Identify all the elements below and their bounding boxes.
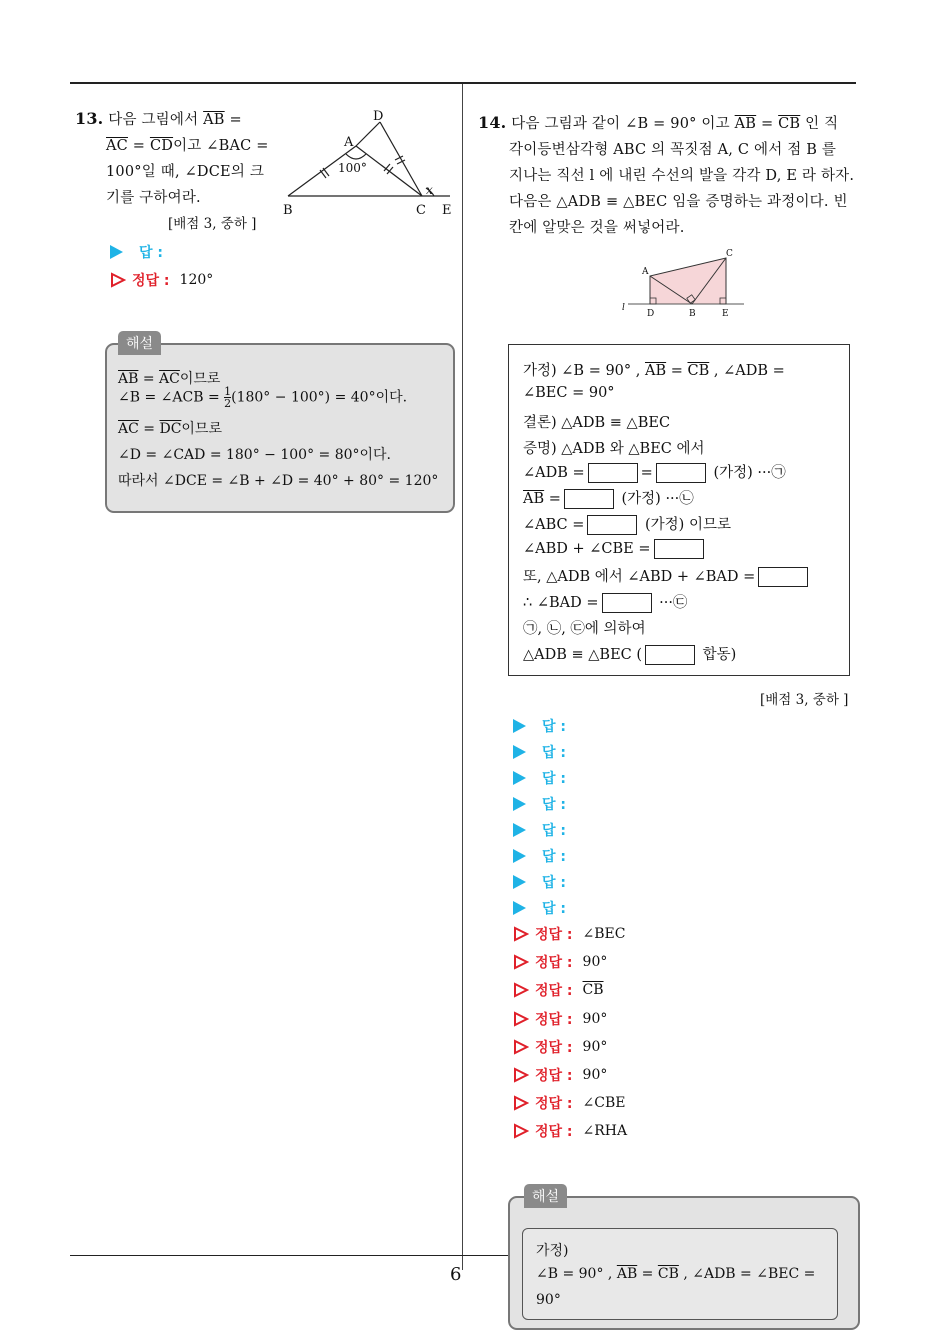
answer-label: 답 : — [542, 771, 566, 787]
correct-label: 정답 : — [535, 1096, 573, 1113]
q14-answer-row — [513, 742, 566, 762]
correct-value: 90° — [582, 1067, 608, 1083]
correct-arrow-icon — [110, 272, 126, 288]
label-c: C — [726, 249, 733, 259]
answer-label: 답 : — [542, 823, 566, 839]
q14-correct-row — [513, 1037, 607, 1057]
q13-solution-tag: 해설 — [118, 331, 161, 355]
q14-correct-row — [513, 1065, 607, 1085]
q14-figure — [618, 246, 748, 320]
q14-correct-row — [513, 1093, 625, 1113]
q14-solution-tag: 해설 — [524, 1184, 567, 1208]
q13-sol-line-4: ∠D = ∠CAD = 180° − 100° = 80°이다. — [118, 447, 392, 463]
label-b: B — [283, 203, 293, 218]
column-divider — [462, 84, 463, 1270]
q14-correct-row — [513, 924, 625, 944]
q14-line-1: 14. 다음 그림과 같이 ∠B = 90° 이고 $\overline{AB} = \overline{CB}$ 인 직 — [478, 113, 839, 132]
q14-answer-row — [513, 872, 566, 892]
proof-line-1: 가정) ∠B = 90° , $\overline{AB} = \overline{CB}$ , ∠ADB = — [523, 363, 785, 379]
answer-arrow-icon — [513, 901, 526, 915]
correct-value: 90° — [582, 1010, 608, 1027]
label-l: l — [622, 303, 625, 313]
segment-dc — [380, 122, 422, 196]
correct-label: 정답 : — [535, 955, 573, 972]
answer-label: 답 : — [542, 719, 566, 735]
correct-arrow-icon — [513, 926, 529, 942]
q13-line-1: 13. 다음 그림에서 $\overline{AB}$ = — [75, 109, 242, 128]
q13-correct-row — [110, 270, 213, 290]
correct-value: 120° — [179, 272, 214, 288]
q14-correct-row — [513, 1121, 627, 1141]
correct-arrow-icon — [513, 954, 529, 970]
label-a: A — [344, 135, 354, 150]
q14-meta: [배점 3, 중하 ] — [760, 692, 849, 708]
blank-5[interactable] — [654, 539, 704, 559]
q14-line-3: 지나는 직선 l 에 내린 수선의 발을 각각 D, E 라 하자. — [509, 168, 855, 184]
proof-line-5: ∠ADB = = (가정) ···㉠ — [523, 465, 786, 481]
q13-sol-line-3: $\overline{AC} = \overline{DC}$이므로 — [118, 421, 222, 437]
correct-label: 정답 : — [535, 927, 573, 943]
q13-sol-line-1: $\overline{AB} = \overline{AC}$이므로 — [118, 371, 221, 387]
correct-arrow-icon — [513, 1039, 529, 1055]
correct-value: 90° — [582, 1038, 608, 1055]
answer-arrow-icon — [513, 797, 526, 811]
q13-answer-row — [110, 242, 163, 262]
q14-answer-row — [513, 846, 566, 866]
correct-value: $\overline{CB}$ — [582, 982, 604, 999]
q14-line-5: 칸에 알맞은 것을 써넣어라. — [509, 220, 685, 236]
q13-line-3: 100°일 때, ∠DCE의 크 — [106, 164, 265, 180]
answer-arrow-icon — [110, 245, 123, 259]
answer-arrow-icon — [513, 849, 526, 863]
correct-label: 정답 : — [535, 1039, 573, 1056]
answer-label: 답 : — [542, 875, 566, 891]
q14-correct-row — [513, 1009, 607, 1029]
correct-label: 정답 : — [535, 1068, 573, 1084]
blank-4[interactable] — [587, 515, 637, 535]
correct-arrow-icon — [513, 982, 529, 998]
blank-7[interactable] — [602, 593, 652, 613]
q14-correct-row — [513, 952, 607, 972]
label-angle: 100° — [338, 161, 367, 175]
label-d: D — [373, 109, 384, 124]
top-rule — [70, 82, 856, 84]
label-e: E — [722, 309, 729, 319]
q14-sol-line-2: ∠B = 90° , $\overline{AB} = \overline{CB}$ , ∠ADB = ∠BEC = — [536, 1266, 816, 1282]
correct-arrow-icon — [513, 1067, 529, 1083]
q13-sol-line-2: ∠B = ∠ACB = $\frac{1}{2}$ (180° − 100°) = 40°이다. — [118, 385, 408, 410]
label-c: C — [416, 203, 426, 218]
answer-label: 답 : — [542, 745, 566, 761]
answer-arrow-icon — [513, 745, 526, 759]
proof-line-6: $\overline{AB}$ = (가정) ···㉡ — [523, 491, 694, 507]
answer-arrow-icon — [513, 719, 526, 733]
label-e: E — [442, 203, 452, 218]
label-a: A — [642, 267, 649, 277]
q14-sol-line-3: 90° — [536, 1292, 561, 1308]
q14-answer-row — [513, 820, 566, 840]
q14-sol-line-1: 가정) — [536, 1243, 569, 1259]
correct-arrow-icon — [513, 1123, 529, 1139]
q13-sol-line-5: 따라서 ∠DCE = ∠B + ∠D = 40° + 80° = 120° — [118, 473, 439, 489]
correct-arrow-icon — [513, 1011, 529, 1027]
label-x: x — [426, 183, 433, 197]
answer-label: 답 : — [542, 849, 566, 865]
q14-correct-row — [513, 980, 604, 1000]
blank-2[interactable] — [656, 463, 706, 483]
q13-line-4: 기를 구하여라. — [106, 190, 201, 206]
label-d: D — [647, 309, 655, 319]
segment-ad — [356, 122, 380, 146]
blank-8[interactable] — [645, 645, 695, 665]
proof-line-12: △ADB ≡ △BEC ( 합동) — [523, 647, 737, 663]
correct-arrow-icon — [513, 1095, 529, 1111]
correct-label: 정답 : — [535, 1011, 573, 1028]
proof-line-3: 결론) △ADB ≡ △BEC — [523, 415, 671, 431]
blank-6[interactable] — [758, 567, 808, 587]
q13-triangle-figure — [280, 108, 460, 224]
blank-1[interactable] — [588, 463, 638, 483]
answer-label: 답 : — [542, 901, 566, 917]
q14-line-4: 다음은 △ADB ≡ △BEC 임을 증명하는 과정이다. 빈 — [509, 194, 848, 210]
correct-value: ∠CBE — [582, 1095, 626, 1112]
q14-answer-row — [513, 768, 566, 788]
correct-label: 정답 : — [535, 1124, 573, 1141]
q14-answer-row — [513, 794, 566, 814]
q14-proof-frame — [508, 344, 850, 676]
correct-value: 90° — [582, 954, 608, 971]
proof-line-8: ∠ABD + ∠CBE = — [523, 539, 707, 559]
proof-line-7: ∠ABC = (가정) 이므로 — [523, 517, 731, 533]
answer-label: 답 : — [542, 797, 566, 813]
answer-arrow-icon — [513, 875, 526, 889]
label-b: B — [689, 309, 696, 319]
proof-line-10: ∴ ∠BAD = ···㉢ — [523, 595, 688, 611]
angle-arc-a — [346, 154, 366, 159]
q14-answer-row — [513, 898, 566, 918]
proof-line-2: ∠BEC = 90° — [523, 385, 615, 401]
correct-value: ∠RHA — [582, 1123, 628, 1140]
proof-line-9: 또, △ADB 에서 ∠ABD + ∠BAD = — [523, 565, 811, 587]
proof-line-4: 증명) △ADB 와 △BEC 에서 — [523, 441, 705, 457]
correct-value: ∠BEC — [582, 926, 626, 942]
q13-meta: [배점 3, 중하 ] — [168, 216, 257, 232]
q13-line-2: $\overline{AC} = \overline{CD}$이고 ∠BAC = — [106, 138, 269, 154]
answer-label: 답 : — [139, 245, 163, 261]
correct-label: 정답 : — [132, 273, 170, 289]
answer-arrow-icon — [513, 771, 526, 785]
proof-line-11: ㉠, ㉡, ㉢에 의하여 — [523, 621, 646, 637]
q14-answer-row — [513, 716, 566, 736]
answer-arrow-icon — [513, 823, 526, 837]
correct-label: 정답 : — [535, 983, 573, 1000]
q14-line-2: 각이등변삼각형 ABC 의 꼭짓점 A, C 에서 점 B 를 — [509, 142, 837, 158]
page-number: 6 — [450, 1264, 462, 1285]
blank-3[interactable] — [564, 489, 614, 509]
